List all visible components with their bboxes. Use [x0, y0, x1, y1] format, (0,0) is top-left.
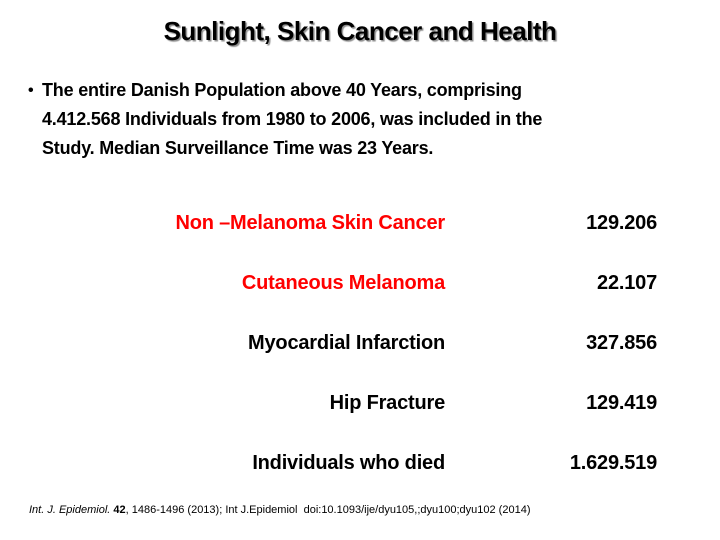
stat-value-hip-fracture: 129.419 [586, 391, 657, 414]
slide-title: Sunlight, Skin Cancer and Health [163, 16, 557, 46]
bullet-line [28, 134, 648, 163]
citation-volume: 42 [113, 504, 126, 516]
stat-label-cutaneous-melanoma: Cutaneous Melanoma [241, 271, 445, 294]
table-row [0, 253, 720, 313]
statistics-table [0, 193, 720, 493]
citation-footer [29, 504, 530, 516]
bullet-text-line-3: Study. Median Surveillance Time was 23 Years. [42, 138, 434, 158]
stat-value-individuals-who-died: 1.629.519 [569, 451, 657, 474]
citation-journal: Int. J. Epidemiol. [29, 504, 111, 516]
stat-label-myocardial-infarction: Myocardial Infarction [248, 331, 445, 354]
stat-label-hip-fracture: Hip Fracture [329, 391, 445, 414]
stat-value-myocardial-infarction: 327.856 [586, 331, 657, 354]
bullet-paragraph [28, 76, 648, 163]
table-row [0, 373, 720, 433]
stat-value-non-melanoma-skin-cancer: 129.206 [586, 211, 657, 234]
table-row [0, 313, 720, 373]
table-row [0, 433, 720, 493]
bullet-line [28, 105, 648, 134]
citation-rest: , 1486-1496 (2013); Int J.Epidemiol doi:10.1093/ije/dyu105,;dyu100;dyu102 (2014) [125, 504, 531, 516]
stat-label-individuals-who-died: Individuals who died [252, 451, 445, 474]
bullet-line [28, 76, 648, 105]
stat-label-non-melanoma-skin-cancer: Non –Melanoma Skin Cancer [175, 211, 445, 234]
bullet-icon: • [28, 82, 34, 99]
bullet-text-line-2: 4.412.568 Individuals from 1980 to 2006, was included in the [42, 109, 543, 129]
stat-value-cutaneous-melanoma: 22.107 [597, 271, 657, 294]
bullet-text-line-1: The entire Danish Population above 40 Years, comprising [42, 80, 522, 100]
table-row [0, 193, 720, 253]
